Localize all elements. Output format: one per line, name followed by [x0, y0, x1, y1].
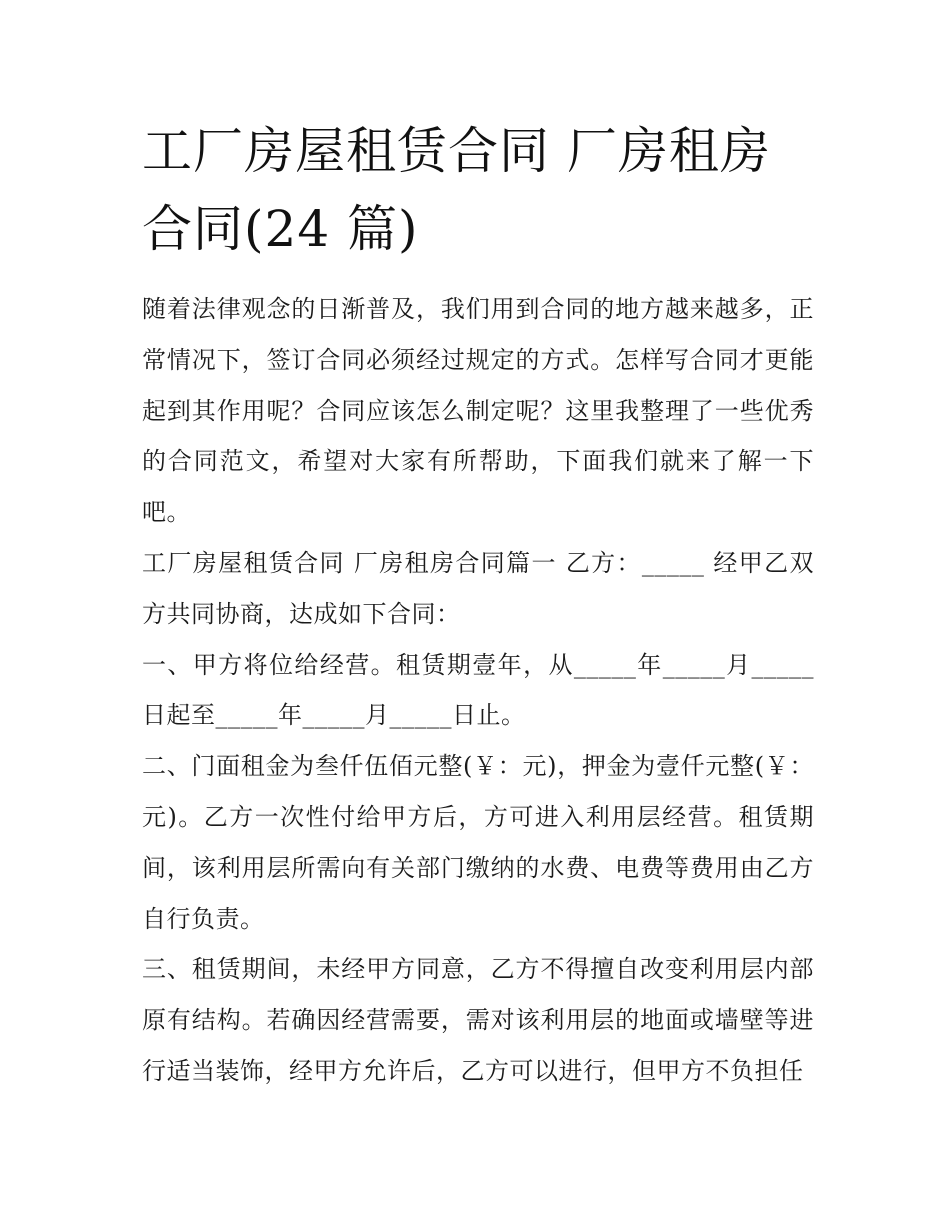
- contract-heading-paragraph: 工厂房屋租赁合同 厂房租房合同篇一 乙方：_____ 经甲乙双方共同协商，达成如下合同：: [142, 548, 814, 628]
- document-title: 工厂房屋租赁合同 厂房租房合同(24 篇): [142, 122, 771, 258]
- clause-3-paragraph: 三、租赁期间，未经甲方同意，乙方不得擅自改变利用层内部原有结构。若确因经营需要，需对该利用层的地面或墙壁等进行适当装饰，经甲方允许后，乙方可以进行，但甲方不负担任: [142, 955, 814, 1085]
- document-page: [142, 112, 814, 1097]
- clause-2-paragraph: 二、门面租金为叁仟伍佰元整(￥：元)，押金为壹仟元整(￥：元)。乙方一次性付给甲方后，方可进入利用层经营。租赁期间，该利用层所需向有关部门缴纳的水费、电费等费用由乙方自行负责。: [142, 752, 814, 933]
- document-body: [142, 284, 814, 1097]
- intro-paragraph: 随着法律观念的日渐普及，我们用到合同的地方越来越多，正常情况下，签订合同必须经过规定的方式。怎样写合同才更能起到其作用呢？合同应该怎么制定呢？这里我整理了一些优秀的合同范文，希望对大家有所帮助，下面我们就来了解一下吧。: [142, 295, 814, 527]
- clause-1-paragraph: 一、甲方将位给经营。租赁期壹年，从_____年_____月_____日起至_____年_____月_____日止。: [142, 650, 814, 730]
